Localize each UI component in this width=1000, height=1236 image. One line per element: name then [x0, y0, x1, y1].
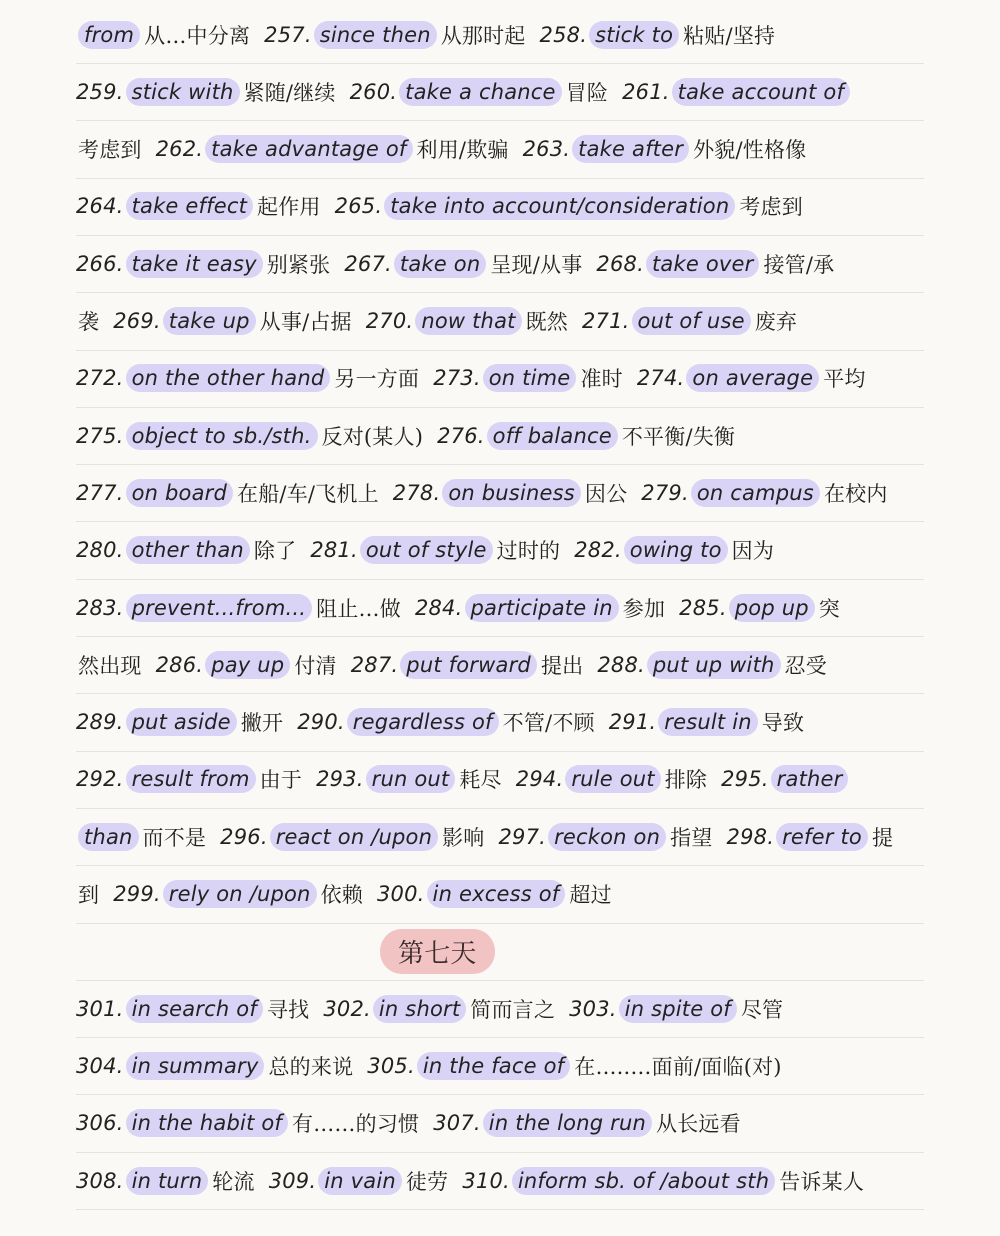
entry-number: 260. — [349, 79, 398, 104]
notebook-line — [76, 121, 924, 179]
chinese-meaning: 紧随/继续 — [243, 80, 336, 105]
chinese-meaning: 告诉某人 — [779, 1169, 865, 1194]
chinese-meaning: 付清 — [294, 653, 337, 678]
phrase-highlight: in the habit of — [126, 1109, 288, 1137]
phrase-highlight: take it easy — [126, 250, 263, 278]
entry-number: 290. — [297, 710, 345, 735]
notebook-line — [76, 866, 924, 924]
chinese-meaning: 参加 — [622, 596, 666, 621]
chinese-meaning: 尽管 — [740, 997, 784, 1022]
chinese-meaning: 提出 — [540, 653, 584, 678]
entry-number: 281. — [310, 538, 358, 563]
chinese-meaning: 外貌/性格像 — [693, 138, 807, 163]
entry-number: 282. — [574, 538, 622, 563]
phrase-highlight: now that — [415, 307, 521, 335]
phrase-highlight: in turn — [126, 1167, 209, 1195]
entry-number: 275. — [76, 423, 124, 448]
phrase-highlight: take over — [646, 250, 760, 278]
phrase-highlight: in search of — [126, 995, 263, 1023]
chinese-meaning: 寻找 — [266, 997, 310, 1022]
entry-number: 271. — [581, 309, 630, 333]
notebook-line — [76, 636, 924, 694]
chinese-meaning: 利用/欺骗 — [416, 138, 509, 163]
chinese-meaning: 考虑到 — [739, 195, 803, 220]
entry-number: 258. — [539, 22, 588, 47]
phrase-highlight: from — [78, 21, 140, 49]
entry-number: 291. — [608, 710, 657, 735]
chinese-meaning: 耗尽 — [459, 768, 502, 793]
entry-number: 268. — [596, 251, 644, 276]
entry-number: 287. — [350, 652, 399, 677]
chinese-meaning: 指望 — [670, 825, 713, 850]
entry-number: 269. — [113, 309, 161, 333]
phrase-highlight: result from — [126, 765, 256, 793]
phrase-highlight: on board — [126, 479, 233, 507]
notebook-line — [76, 235, 924, 293]
chinese-meaning: 平均 — [823, 367, 866, 392]
chinese-meaning: 接管/承 — [763, 252, 835, 277]
phrase-highlight: take after — [572, 135, 689, 163]
entry-number: 304. — [76, 1053, 124, 1078]
chinese-meaning: 总的来说 — [268, 1054, 354, 1079]
entry-number: 265. — [334, 194, 383, 219]
chinese-meaning: 突 — [818, 596, 840, 621]
entry-number: 272. — [76, 366, 124, 391]
entry-number: 278. — [392, 480, 441, 505]
chinese-meaning: 粘贴/坚持 — [683, 23, 776, 48]
phrase-highlight: take a chance — [399, 78, 562, 106]
phrase-highlight: off balance — [487, 422, 618, 450]
entry-number: 288. — [597, 652, 645, 677]
phrase-highlight: rather — [771, 765, 849, 793]
notebook-line — [76, 522, 924, 580]
entry-number: 293. — [316, 767, 364, 792]
entry-number: 308. — [76, 1168, 124, 1193]
phrase-highlight: out of style — [360, 536, 493, 564]
phrase-highlight: stick with — [126, 78, 240, 106]
notebook-line — [76, 694, 924, 752]
entry-number: 294. — [515, 767, 564, 792]
chinese-meaning: 影响 — [442, 825, 485, 850]
entry-number: 296. — [220, 824, 268, 849]
entry-number: 270. — [365, 309, 414, 333]
phrase-highlight: regardless of — [347, 708, 499, 736]
phrase-highlight: than — [78, 823, 139, 851]
phrase-highlight: prevent...from... — [126, 594, 313, 622]
notebook-line — [76, 6, 924, 64]
entry-number: 257. — [264, 22, 312, 47]
notebook-line — [76, 579, 924, 637]
chinese-meaning: 从长远看 — [656, 1112, 741, 1137]
phrase-highlight: stick to — [589, 21, 679, 49]
entry-number: 297. — [498, 824, 547, 849]
phrase-highlight: object to sb./sth. — [126, 422, 318, 450]
chinese-meaning: 由于 — [259, 768, 303, 793]
entry-number: 262. — [155, 137, 204, 162]
chinese-meaning: 在船/车/飞机上 — [237, 481, 379, 506]
entry-number: 284. — [414, 595, 463, 620]
phrase-highlight: in the long run — [483, 1109, 652, 1137]
entry-number: 259. — [76, 79, 124, 104]
phrase-highlight: result in — [658, 708, 758, 736]
entry-number: 286. — [155, 652, 204, 677]
entry-number: 283. — [76, 595, 124, 620]
phrase-highlight: on business — [442, 479, 581, 507]
phrase-highlight: reckon on — [548, 823, 666, 851]
chinese-meaning: 撇开 — [240, 711, 284, 736]
chinese-meaning: 导致 — [761, 711, 805, 736]
phrase-highlight: put up with — [647, 651, 781, 679]
notebook-line — [76, 63, 924, 121]
phrase-highlight: in excess of — [427, 880, 566, 908]
phrase-highlight: run out — [366, 765, 456, 793]
phrase-highlight: participate in — [465, 594, 619, 622]
chinese-meaning: 起作用 — [257, 195, 321, 220]
phrase-highlight: rule out — [565, 765, 660, 793]
entry-number: 306. — [76, 1111, 124, 1136]
heading-line — [76, 923, 924, 981]
phrase-highlight: take advantage of — [205, 135, 412, 163]
chinese-meaning: 因为 — [731, 539, 775, 564]
chinese-meaning: 不平衡/失衡 — [621, 424, 736, 449]
phrase-highlight: react on /upon — [270, 823, 438, 851]
chinese-meaning: 从那时起 — [440, 23, 526, 48]
entry-number: 289. — [76, 710, 124, 735]
phrase-highlight: other than — [126, 536, 250, 564]
phrase-highlight: rely on /upon — [163, 880, 317, 908]
chinese-meaning: 因公 — [584, 481, 628, 506]
notebook-line — [76, 1095, 924, 1153]
entry-number: 273. — [433, 366, 481, 391]
entry-number: 292. — [76, 767, 124, 792]
entry-number: 267. — [344, 251, 392, 276]
chinese-meaning: 冒险 — [565, 80, 609, 105]
entry-number: 303. — [569, 996, 617, 1021]
notebook-line — [76, 464, 924, 522]
phrase-highlight: in vain — [318, 1167, 402, 1195]
notebook-line — [76, 293, 924, 351]
entry-number: 277. — [76, 480, 124, 505]
entry-number: 301. — [76, 996, 124, 1021]
notebook-line — [76, 808, 924, 866]
chinese-meaning: 准时 — [580, 367, 623, 392]
entry-number: 307. — [433, 1111, 481, 1136]
phrase-highlight: inform sb. of /about sth — [512, 1167, 775, 1195]
phrase-highlight: out of use — [632, 307, 751, 335]
notebook-line — [76, 751, 924, 809]
chinese-meaning: 提 — [871, 825, 894, 850]
chinese-meaning: 废弃 — [754, 310, 798, 334]
chinese-meaning: 在校内 — [823, 481, 888, 506]
entry-number: 280. — [76, 538, 124, 563]
entry-number: 263. — [522, 137, 571, 162]
notebook-line — [76, 178, 924, 236]
chinese-meaning: 从事/占据 — [259, 310, 352, 334]
phrase-highlight: take account of — [672, 78, 850, 106]
chinese-meaning: 呈现/从事 — [490, 252, 583, 277]
phrase-highlight: on average — [686, 364, 819, 392]
phrase-highlight: in summary — [126, 1052, 265, 1080]
chinese-meaning: 另一方面 — [334, 367, 420, 392]
phrase-highlight: in the face of — [417, 1052, 570, 1080]
phrase-highlight: refer to — [776, 823, 868, 851]
phrase-highlight: put aside — [126, 708, 237, 736]
chinese-meaning: 反对(某人) — [321, 424, 424, 449]
phrase-highlight: on the other hand — [126, 364, 331, 392]
chinese-meaning: 阻止…做 — [316, 596, 401, 621]
phrase-highlight: take on — [394, 250, 486, 278]
entry-number: 299. — [113, 882, 161, 906]
entry-number: 295. — [721, 767, 769, 792]
phrase-highlight: since then — [314, 21, 437, 49]
entry-number: 300. — [376, 882, 425, 906]
chinese-meaning: 到 — [78, 883, 100, 907]
entry-number: 274. — [636, 366, 685, 391]
notebook-line — [76, 350, 924, 408]
chinese-meaning: 过时的 — [496, 539, 561, 564]
phrase-highlight: owing to — [624, 536, 728, 564]
chinese-meaning: 依赖 — [320, 883, 363, 907]
entry-number: 305. — [367, 1053, 415, 1078]
entry-number: 285. — [679, 595, 727, 620]
chinese-meaning: 超过 — [569, 883, 612, 907]
section-heading: 第七天 — [380, 929, 495, 974]
phrase-highlight: take up — [163, 307, 256, 335]
phrase-highlight: on time — [483, 364, 577, 392]
notebook-line — [76, 980, 924, 1038]
phrase-highlight: on campus — [691, 479, 820, 507]
phrase-highlight: in spite of — [619, 995, 737, 1023]
entry-number: 264. — [76, 194, 124, 219]
phrase-highlight: in short — [373, 995, 466, 1023]
entry-number: 302. — [323, 996, 371, 1021]
entry-number: 279. — [641, 480, 689, 505]
phrase-highlight: pop up — [729, 594, 815, 622]
chinese-meaning: 而不是 — [142, 825, 207, 850]
notebook-line — [76, 1152, 924, 1210]
phrase-highlight: take effect — [126, 192, 253, 220]
phrase-highlight: take into account/consideration — [384, 192, 735, 220]
chinese-meaning: 徒劳 — [405, 1169, 449, 1194]
notebook-line — [76, 1037, 924, 1095]
chinese-meaning: 在…..…面前/面临(对) — [574, 1054, 782, 1079]
entry-number: 310. — [462, 1168, 510, 1193]
chinese-meaning: 简而言之 — [470, 997, 556, 1022]
phrase-highlight: put forward — [400, 651, 537, 679]
chinese-meaning: 既然 — [525, 310, 568, 334]
chinese-meaning: 轮流 — [212, 1169, 255, 1194]
entry-number: 298. — [726, 824, 775, 849]
chinese-meaning: 排除 — [664, 768, 708, 793]
entry-number: 309. — [268, 1168, 317, 1193]
chinese-meaning: 考虑到 — [78, 138, 142, 163]
entry-number: 266. — [76, 251, 124, 276]
chinese-meaning: 除了 — [253, 539, 297, 564]
chinese-meaning: 忍受 — [784, 653, 827, 678]
entry-number: 276. — [437, 423, 485, 448]
notebook-line — [76, 407, 924, 465]
entry-number: 261. — [622, 79, 670, 104]
chinese-meaning: 有……的习惯 — [292, 1112, 420, 1137]
chinese-meaning: 然出现 — [78, 653, 142, 678]
chinese-meaning: 从…中分离 — [144, 23, 251, 48]
phrase-highlight: pay up — [205, 651, 290, 679]
chinese-meaning: 袭 — [78, 310, 100, 334]
chinese-meaning: 不管/不顾 — [502, 711, 595, 736]
chinese-meaning: 别紧张 — [266, 252, 331, 277]
